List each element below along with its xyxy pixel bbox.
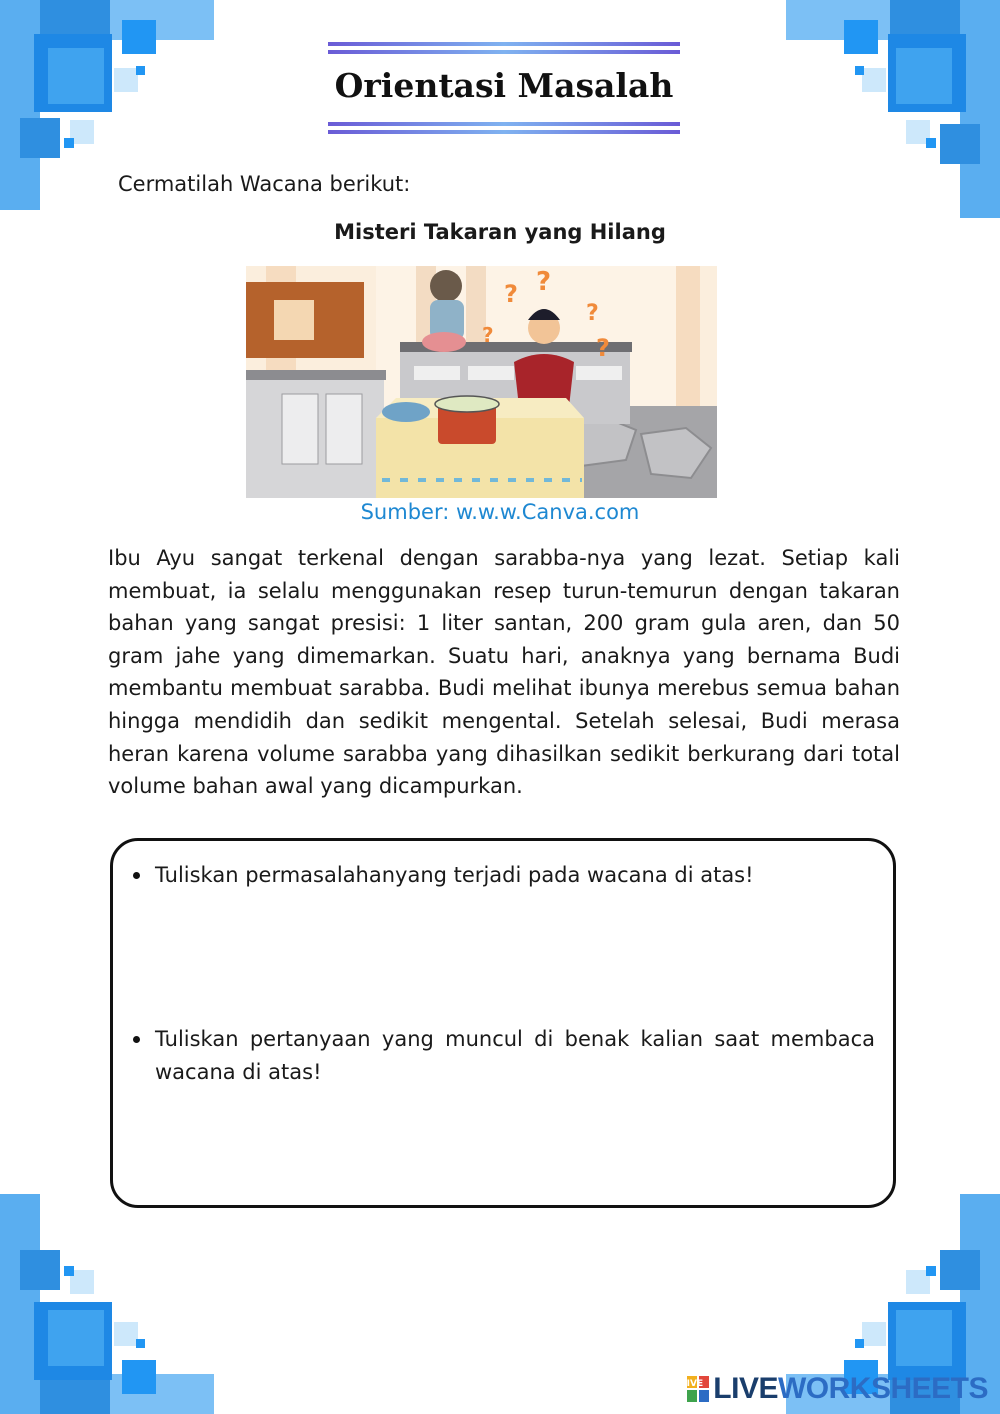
corner-decoration-bottom-left — [0, 1194, 220, 1414]
question-item-1: Tuliskan permasalahanyang terjadi pada wacana di atas! — [155, 859, 875, 892]
title-bar-bottom-2 — [328, 130, 680, 134]
question-box — [110, 838, 896, 1208]
svg-text:?: ? — [596, 334, 610, 362]
brand-wordmark — [713, 1372, 988, 1406]
title-bar-top-2 — [328, 50, 680, 54]
intro-text: Cermatilah Wacana berikut: — [118, 172, 411, 196]
title-bar-top — [328, 42, 680, 46]
kitchen-illustration — [246, 266, 717, 498]
page-title: Orientasi Masalah — [334, 66, 674, 105]
svg-text:?: ? — [504, 280, 518, 308]
svg-text:?: ? — [586, 301, 599, 326]
liveworksheets-logo-icon — [681, 1376, 709, 1402]
question-item-2: Tuliskan pertanyaan yang muncul di benak kalian saat membaca wacana di atas! — [155, 1023, 875, 1088]
svg-text:?: ? — [482, 323, 494, 347]
image-source: Sumber: w.w.w.Canva.com — [360, 500, 640, 524]
logo-letter-l: LIVE — [681, 1379, 704, 1389]
svg-text:?: ? — [536, 267, 552, 297]
liveworksheets-brand — [681, 1372, 988, 1406]
story-title: Misteri Takaran yang Hilang — [334, 220, 666, 244]
title-block — [328, 42, 680, 138]
story-paragraph: Ibu Ayu sangat terkenal dengan sarabba-nya yang lezat. Setiap kali membuat, ia selalu menggunakan resep turun-temurun dengan takaran bahan yang sangat presisi: 1 liter santan, 200 gram gula aren, dan 50 gram jahe yang dimemarkan. Suatu hari, anaknya yang bernama Budi membantu membuat sarabba. Budi melihat ibunya merebus semua bahan hingga mendidih dan sedikit mengental. Setelah selesai, Budi merasa heran karena volume sarabba yang dihasilkan sedikit berkurang dari total volume bahan awal yang dicampurkan. — [108, 546, 900, 799]
title-bar-bottom — [328, 122, 680, 126]
brand-worksheets: WORKSHEETS — [777, 1372, 988, 1405]
brand-live: LIVE — [713, 1372, 778, 1405]
corner-decoration-top-right — [780, 0, 1000, 220]
